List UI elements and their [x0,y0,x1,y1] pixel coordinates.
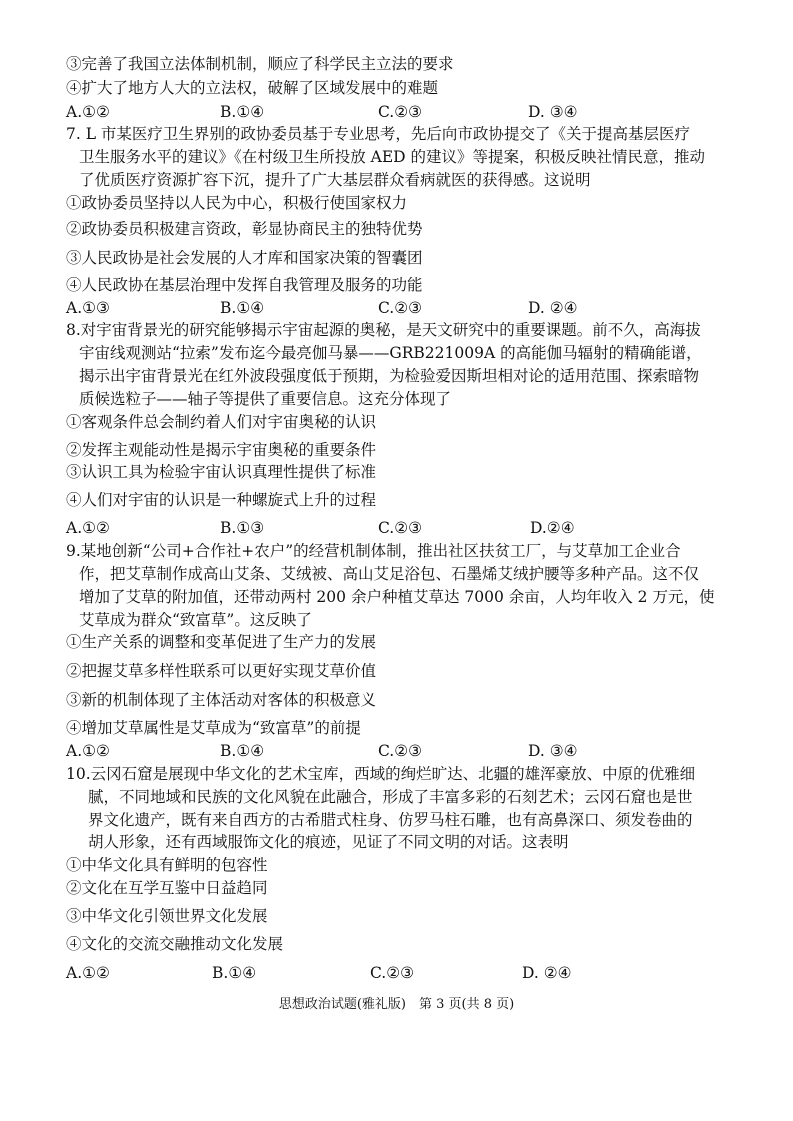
option-b: B.①④ [220,299,265,317]
item-line: ③新的机制体现了主体活动对客体的积极意义 [66,691,377,709]
item-line: ③认识工具为检验宇宙认识真理性提供了标准 [66,463,377,481]
answer-options [66,518,746,538]
option-b: B.①④ [220,742,265,760]
option-a: A.①② [66,742,110,760]
item-line: ②把握艾草多样性联系可以更好实现艾草价值 [66,662,377,680]
item-line: ④人们对宇宙的认识是一种螺旋式上升的过程 [66,491,377,509]
option-c: C.②③ [378,299,423,317]
question-10-line: 腻，不同地域和民族的文化风貌在此融合，形成了丰富多彩的石刻艺术；云冈石窟也是世 [88,788,693,806]
question-9-line: 作，把艾草制作成高山艾条、艾绒被、高山艾足浴包、石墨烯艾绒护腰等多种产品。这不仅 [79,565,700,583]
question-10-line: 10.云冈石窟是展现中华文化的艺术宝库，西域的绚烂旷达、北疆的雄浑豪放、中原的优雅细 [66,765,696,783]
question-8-line: 宇宙线观测站“拉索”发布迄今最亮伽马暴——GRB221009A 的高能伽马辐射的精确能谱， [79,344,702,362]
option-a: A.①③ [66,299,110,317]
item-line: ①生产关系的调整和变革促进了生产力的发展 [66,633,377,651]
item-line: ①客观条件总会制约着人们对宇宙奥秘的认识 [66,413,377,431]
item-line: ②文化在互学互鉴中日益趋同 [66,879,268,897]
question-10-line: 界文化遗产，既有来自西方的古希腊式柱身、仿罗马柱石雕，也有高鼻深口、须发卷曲的 [88,811,693,829]
item-line: ③中华文化引领世界文化发展 [66,907,268,925]
option-d: D. ②④ [522,964,572,982]
item-line: ④文化的交流交融推动文化发展 [66,935,284,953]
option-d: D. ②④ [528,299,578,317]
question-7-line: 了优质医疗资源扩容下沉，提升了广大基层群众看病就医的获得感。这说明 [79,171,591,189]
option-a: A.①② [66,964,110,982]
answer-options [66,102,746,122]
answer-options [66,298,746,318]
option-c: C.②③ [378,742,423,760]
item-line: ④增加艾草属性是艾草成为“致富草”的前提 [66,719,361,737]
question-8-line: 质候选粒子——轴子等提供了重要信息。这充分体现了 [79,390,452,408]
option-c: C.②③ [378,519,423,537]
option-b: B.①③ [220,519,265,537]
option-d: D. ③④ [528,742,578,760]
option-d: D.②④ [530,519,575,537]
item-line: ③完善了我国立法体制机制，顺应了科学民主立法的要求 [66,55,454,73]
answer-options [66,963,746,983]
question-9-line: 9.某地创新“公司+合作社+农户”的经营机制体制，推出社区扶贫工厂，与艾草加工企业合 [66,542,681,560]
item-line: ④人民政协在基层治理中发挥自我管理及服务的功能 [66,276,423,294]
question-8-line: 8.对宇宙背景光的研究能够揭示宇宙起源的奥秘，是天文研究中的重要课题。前不久，高海拔 [66,321,701,339]
question-10-line: 胡人形象，还有西域服饰文化的痕迹，见证了不同文明的对话。这表明 [88,833,569,851]
option-a: A.①② [66,103,110,121]
option-b: B.①④ [212,964,257,982]
item-line: ④扩大了地方人大的立法权，破解了区域发展中的难题 [66,79,439,97]
item-line: ③人民政协是社会发展的人才库和国家决策的智囊团 [66,249,423,267]
option-a: A.①② [66,519,110,537]
item-line: ①中华文化具有鲜明的包容性 [66,856,268,874]
question-9-line: 增加了艾草的附加值，还带动两村 200 余户种植艾草达 7000 余亩，人均年收入 2 万元，使 [79,588,715,606]
question-9-line: 艾草成为群众“致富草”。这反映了 [79,611,312,629]
item-line: ②发挥主观能动性是揭示宇宙奥秘的重要条件 [66,441,377,459]
item-line: ①政协委员坚持以人民为中心，积极行使国家权力 [66,194,408,212]
answer-options [66,741,746,761]
option-c: C.②③ [378,103,423,121]
question-7-line: 7. L 市某医疗卫生界别的政协委员基于专业思考，先后向市政协提交了《关于提高基层医疗 [66,125,690,143]
page-footer: 思想政治试题(雅礼版) 第 3 页(共 8 页) [278,997,515,1012]
item-line: ②政协委员积极建言资政，彰显协商民主的独特优势 [66,220,423,238]
option-c: C.②③ [370,964,415,982]
question-7-line: 卫生服务水平的建议》《在村级卫生所投放 AED 的建议》等提案，积极反映社情民意，推动 [79,148,706,166]
option-d: D. ③④ [528,103,578,121]
option-b: B.①④ [220,103,265,121]
question-8-line: 揭示出宇宙背景光在红外波段强度低于预期，为检验爱因斯坦相对论的适用范围、探索暗物 [79,367,700,385]
